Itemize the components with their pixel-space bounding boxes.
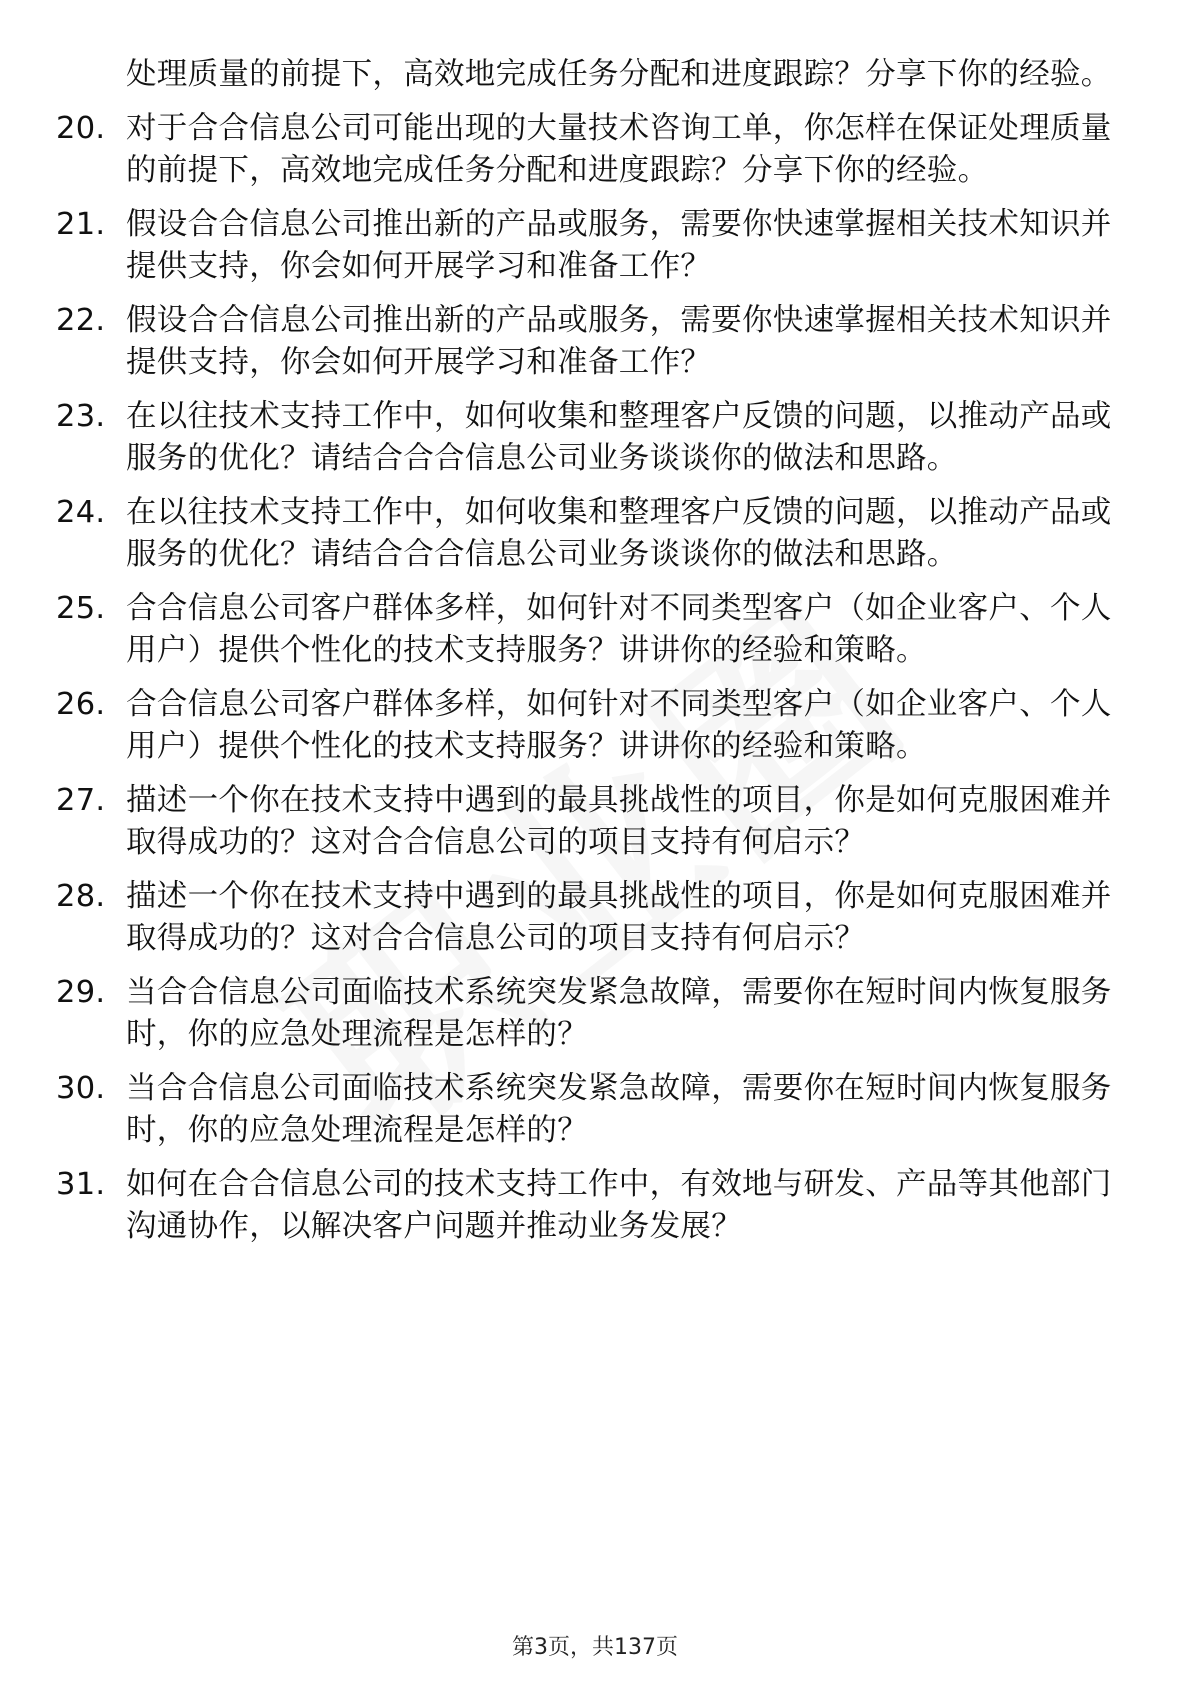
question-text: 在以往技术支持工作中，如何收集和整理客户反馈的问题，以推动产品或服务的优化？请结合合合信息公司业务谈谈你的做法和思路。: [126, 495, 1112, 572]
question-number: 28.: [56, 879, 106, 914]
question-number: 27.: [56, 783, 106, 818]
question-item: [56, 876, 1116, 960]
question-text: 描述一个你在技术支持中遇到的最具挑战性的项目，你是如何克服困难并取得成功的？这对合合信息公司的项目支持有何启示？: [126, 783, 1112, 860]
question-text: 假设合合信息公司推出新的产品或服务，需要你快速掌握相关技术知识并提供支持，你会如何开展学习和准备工作？: [126, 303, 1112, 380]
question-text: 合合信息公司客户群体多样，如何针对不同类型客户（如企业客户、个人用户）提供个性化的技术支持服务？讲讲你的经验和策略。: [126, 687, 1112, 764]
question-number: 23.: [56, 399, 106, 434]
question-item: [56, 780, 1116, 864]
question-text: 如何在合合信息公司的技术支持工作中，有效地与研发、产品等其他部门沟通协作，以解决客户问题并推动业务发展？: [126, 1167, 1112, 1244]
question-text: 当合合信息公司面临技术系统突发紧急故障，需要你在短时间内恢复服务时，你的应急处理流程是怎样的？: [126, 1071, 1112, 1148]
question-number: 25.: [56, 591, 106, 626]
question-item: [56, 492, 1116, 576]
question-item: [56, 108, 1116, 192]
question-item: [56, 588, 1116, 672]
question-text: 在以往技术支持工作中，如何收集和整理客户反馈的问题，以推动产品或服务的优化？请结合合合信息公司业务谈谈你的做法和思路。: [126, 399, 1112, 476]
question-number: 26.: [56, 687, 106, 722]
question-text: 描述一个你在技术支持中遇到的最具挑战性的项目，你是如何克服困难并取得成功的？这对合合信息公司的项目支持有何启示？: [126, 879, 1112, 956]
question-text: 假设合合信息公司推出新的产品或服务，需要你快速掌握相关技术知识并提供支持，你会如何开展学习和准备工作？: [126, 207, 1112, 284]
page-footer: 第3页，共137页: [512, 1635, 678, 1660]
question-number: 21.: [56, 207, 106, 242]
question-number: 24.: [56, 495, 106, 530]
question-text: 对于合合信息公司可能出现的大量技术咨询工单，你怎样在保证处理质量的前提下，高效地完成任务分配和进度跟踪？分享下你的经验。: [126, 111, 1112, 188]
question-number: 20.: [56, 111, 106, 146]
question-item: [56, 684, 1116, 768]
question-number: 30.: [56, 1071, 106, 1106]
question-number: 29.: [56, 975, 106, 1010]
question-item: [56, 1164, 1116, 1248]
question-item: [56, 300, 1116, 384]
question-item: [56, 396, 1116, 480]
question-number: 22.: [56, 303, 106, 338]
continuation-text: 处理质量的前提下，高效地完成任务分配和进度跟踪？分享下你的经验。: [126, 57, 1112, 92]
question-item: [56, 972, 1116, 1056]
question-text: 合合信息公司客户群体多样，如何针对不同类型客户（如企业客户、个人用户）提供个性化的技术支持服务？讲讲你的经验和策略。: [126, 591, 1112, 668]
question-text: 当合合信息公司面临技术系统突发紧急故障，需要你在短时间内恢复服务时，你的应急处理流程是怎样的？: [126, 975, 1112, 1052]
question-item: [56, 204, 1116, 288]
question-number: 31.: [56, 1167, 106, 1202]
question-list: [56, 54, 1116, 1260]
question-item: [56, 1068, 1116, 1152]
